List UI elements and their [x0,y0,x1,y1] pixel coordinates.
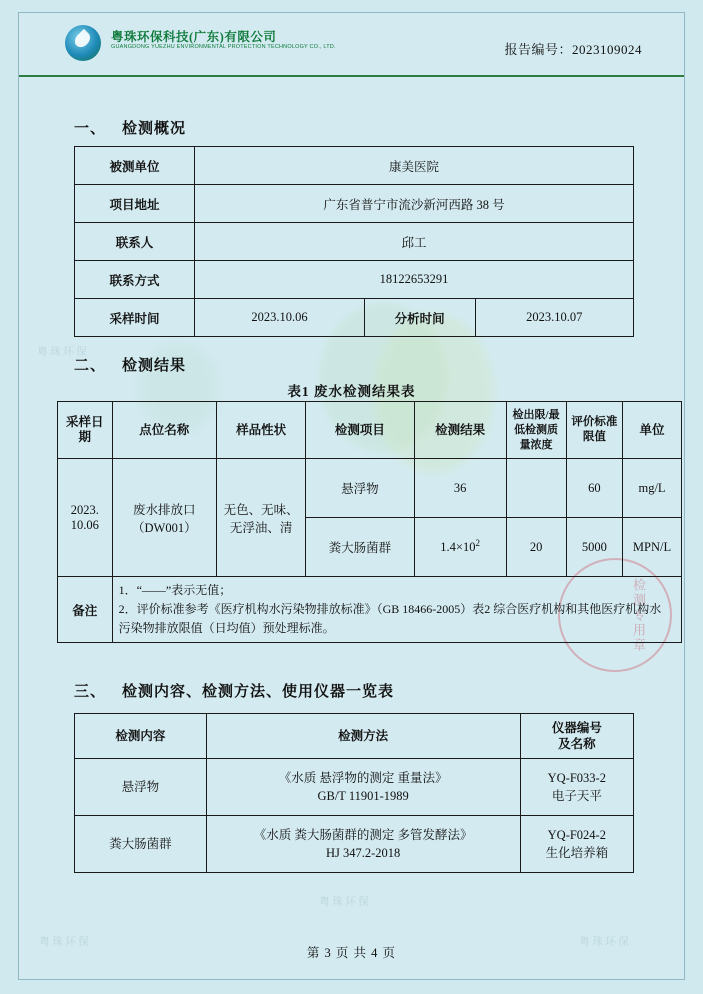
remark-line-2: 2．评价标准参考《医疗机构水污染物排放标准》（GB 18466-2005）表2 综合医疗机构和其他医疗机构水 [118,602,662,616]
sample-date-line2: 10.06 [70,517,99,532]
table-row [75,185,634,223]
col-sample-date: 采样日期 [58,402,113,459]
cell-unit-1: mg/L [623,459,682,518]
section-1-number: 一、 [74,121,107,137]
method-content-1: 悬浮物 [75,759,207,816]
result-base: 1.4×10 [440,540,476,555]
method-method-1 [206,759,520,816]
point-name-line1: 废水排放口 [133,502,196,517]
overview-table [74,146,634,337]
method-content-2: 粪大肠菌群 [75,816,207,873]
company-name-en: GUANGDONG YUEZHU ENVIRONMENTAL PROTECTION TECHNOLOGY CO., LTD. [111,44,336,50]
method-1-line2: GB/T 11901-1989 [317,789,409,803]
col-test-result: 检测结果 [414,402,506,459]
section-3-number: 三、 [74,684,107,700]
overview-value-sample-time: 2023.10.06 [195,299,365,337]
section-1-title [74,117,186,138]
document-header [19,13,684,77]
col-test-method: 检测方法 [206,714,520,759]
col-instrument-line2: 及名称 [558,737,596,751]
col-detection-limit: 检出限/最低检测质量浓度 [506,402,566,459]
sample-date-line1: 2023. [70,502,99,517]
method-1-line1: 《水质 悬浮物的测定 重量法》 [278,771,448,785]
result-exponent: 2 [475,538,480,549]
method-2-line1: 《水质 粪大肠菌群的测定 多管发酵法》 [253,828,473,842]
col-instrument [520,714,633,759]
overview-value-unit: 康美医院 [195,147,634,185]
table-header-row [58,402,682,459]
overview-label-contact: 联系人 [75,223,195,261]
section-1-label: 检测概况 [122,121,187,137]
point-name-line2: （DW001） [132,520,197,535]
sample-property-line2: 无浮油、清 [229,520,293,535]
overview-value-phone: 18122653291 [195,261,634,299]
table-row [75,299,634,337]
result-table-caption: 表1 废水检测结果表 [287,384,416,399]
table-row [75,261,634,299]
watermark-text-2: 粤珠环保 [39,936,91,948]
cell-test-item-2: 粪大肠菌群 [306,518,415,577]
col-test-item: 检测项目 [306,402,415,459]
instrument-1-line1: YQ-F033-2 [547,771,606,785]
cell-test-result-2 [414,518,506,577]
instrument-2-line2: 生化培养箱 [545,846,609,860]
method-2-line2: HJ 347.2-2018 [325,846,401,860]
overview-label-unit: 被测单位 [75,147,195,185]
overview-value-contact: 邱工 [195,223,634,261]
sample-property-line1: 无色、无味、 [223,502,299,517]
remark-content [112,577,681,643]
cell-sample-date [58,459,113,577]
cell-standard-limit-2: 5000 [566,518,622,577]
watermark-text-1: 粤珠环保 [37,346,89,358]
stamp-text: 检测专用章 [631,578,646,653]
cell-unit-2: MPN/L [623,518,682,577]
page-footer: 第 3 页 共 4 页 [306,946,397,960]
company-name-cn: 粤珠环保科技(广东)有限公司 [111,30,277,44]
cell-detection-limit-2: 20 [506,518,566,577]
method-method-2 [206,816,520,873]
col-sample-property: 样品性状 [217,402,306,459]
section-2-title [74,354,186,375]
report-number [504,39,642,58]
waste-water-result-table [57,401,682,643]
report-number-label: 报告编号： [504,42,572,57]
cell-sample-property [217,459,306,577]
col-instrument-line1: 仪器编号 [551,721,602,735]
col-point-name: 点位名称 [112,402,217,459]
overview-value-analysis-time: 2023.10.07 [475,299,633,337]
table-header-row [75,714,634,759]
report-page [18,12,685,980]
table-row [58,577,682,643]
section-3-label: 检测内容、检测方法、使用仪器一览表 [122,684,395,700]
cell-standard-limit-1: 60 [566,459,622,518]
report-number-value: 2023109024 [572,42,642,57]
overview-label-sample-time: 采样时间 [75,299,195,337]
section-3-title [74,680,394,701]
cell-test-item-1: 悬浮物 [306,459,415,518]
table-row [58,459,682,518]
col-unit: 单位 [623,402,682,459]
table-row [75,223,634,261]
section-2-label: 检测结果 [122,358,187,374]
remark-line-1: 1．“——”表示无值； [118,583,232,597]
remark-line-3: 污染物排放限值（日均值）预处理标准。 [118,621,335,635]
overview-value-address: 广东省普宁市流沙新河西路 38 号 [195,185,634,223]
table-row [75,147,634,185]
cell-test-result-1: 36 [414,459,506,518]
section-2-number: 二、 [74,358,107,374]
instrument-2-line1: YQ-F024-2 [547,828,606,842]
method-instrument-table [74,713,634,873]
watermark-text-4: 粤珠环保 [319,896,371,908]
remark-label: 备注 [58,577,113,643]
col-standard-limit: 评价标准限值 [566,402,622,459]
table-row [75,816,634,873]
watermark-text-3: 粤珠环保 [579,936,631,948]
cell-point-name [112,459,217,577]
company-logo-icon [65,25,103,63]
table-row [75,759,634,816]
instrument-1-line2: 电子天平 [551,789,602,803]
col-test-content: 检测内容 [75,714,207,759]
overview-label-address: 项目地址 [75,185,195,223]
overview-label-phone: 联系方式 [75,261,195,299]
cell-detection-limit-1 [506,459,566,518]
method-instrument-1 [520,759,633,816]
overview-label-analysis-time: 分析时间 [364,299,475,337]
method-instrument-2 [520,816,633,873]
